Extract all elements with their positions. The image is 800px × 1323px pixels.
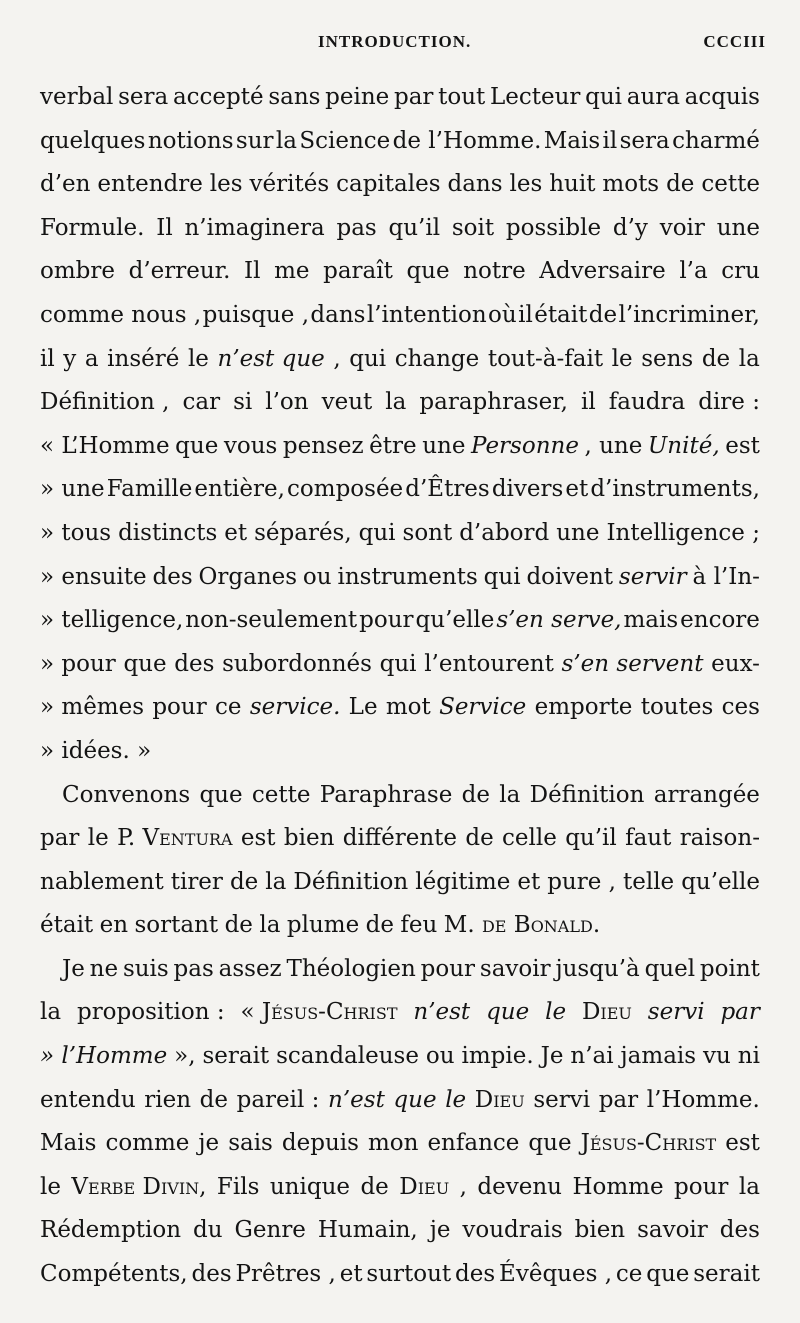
word: proposition :	[76, 999, 225, 1026]
word: non-seulement	[185, 607, 358, 634]
word: cette	[251, 781, 311, 808]
word: de	[224, 912, 253, 939]
word: légitime	[415, 868, 511, 895]
text-line	[40, 120, 760, 164]
word: à l’In-	[692, 563, 760, 590]
word: » mêmes	[40, 694, 145, 721]
word: ombre	[40, 258, 115, 285]
word: emporte	[534, 694, 633, 721]
word: de	[229, 868, 259, 895]
text-line	[40, 468, 760, 512]
word: Formule.	[40, 214, 145, 241]
word: l’on	[265, 389, 309, 416]
word: qu’elle	[681, 868, 760, 895]
word: scandaleuse	[276, 1043, 419, 1070]
word: Le	[348, 694, 378, 721]
word: « Jésus-Christ	[240, 999, 398, 1026]
word: l’entourent	[424, 650, 554, 677]
word: celle	[502, 825, 557, 852]
word: inséré	[107, 345, 180, 372]
word: Unité,	[647, 432, 720, 459]
word: s’en serve,	[496, 607, 622, 634]
word: Dieu	[581, 999, 632, 1026]
word: Adversaire	[539, 258, 666, 285]
word: enfance	[427, 1130, 520, 1157]
word: sont	[402, 519, 453, 546]
word: par	[598, 1086, 639, 1113]
text-line	[40, 1209, 760, 1253]
word: que	[528, 1130, 572, 1157]
word: ni	[737, 1043, 760, 1070]
text-line	[40, 1035, 760, 1079]
word: la	[265, 868, 287, 895]
word: , une	[584, 432, 643, 459]
word: Il	[156, 214, 173, 241]
word: distincts	[118, 519, 218, 546]
word: suis	[122, 955, 169, 982]
word: de	[365, 912, 394, 939]
word: d’abord	[459, 519, 550, 546]
word: ,	[333, 345, 341, 372]
word: savoir	[479, 955, 551, 982]
word: séparés,	[254, 519, 352, 546]
word: M. de Bonald.	[443, 912, 601, 939]
word: Définition ,	[40, 389, 170, 416]
word: sur	[235, 127, 274, 154]
word: impie.	[461, 1043, 534, 1070]
text-line	[40, 163, 760, 207]
word: faudra	[608, 389, 686, 416]
word: d’y	[612, 214, 648, 241]
text-line	[40, 643, 760, 687]
word: une	[716, 214, 760, 241]
word: le	[445, 1086, 467, 1113]
word: entendre	[97, 171, 203, 198]
word: et	[339, 1261, 363, 1288]
word: accepté	[172, 84, 264, 110]
word: possible	[505, 214, 602, 241]
word: Compétents,	[40, 1261, 188, 1288]
word: sortant	[134, 912, 219, 939]
word: sans	[268, 84, 321, 110]
word: soit	[451, 214, 495, 241]
word: est	[725, 432, 760, 459]
word: l’intention	[366, 301, 487, 328]
word: que	[393, 1086, 437, 1113]
word: ou	[302, 563, 332, 590]
word: composée	[287, 476, 404, 503]
word: qui	[379, 650, 417, 677]
word: le	[545, 999, 567, 1026]
word: est	[240, 825, 276, 852]
word: qu’il	[565, 825, 617, 852]
word: par	[40, 825, 80, 852]
word: Définition	[529, 781, 645, 808]
word: n’imaginera	[184, 214, 325, 241]
word: pour	[420, 955, 476, 982]
word: Jésus-Christ	[580, 1130, 717, 1157]
word: n’est	[413, 999, 471, 1026]
word: vu	[703, 1043, 731, 1070]
word: des	[455, 1261, 496, 1288]
word: serait	[202, 1043, 270, 1070]
word: les	[209, 171, 243, 198]
word: Paraphrase	[319, 781, 453, 808]
header-title: INTRODUCTION.	[318, 32, 472, 51]
word: feu	[400, 912, 438, 939]
text-line	[40, 1079, 760, 1123]
text-line	[40, 861, 760, 905]
text-line	[40, 338, 760, 382]
word: n’est que	[217, 345, 325, 372]
word: encore	[680, 607, 760, 634]
word: pure ,	[547, 868, 616, 895]
word: s’en servent	[561, 650, 704, 677]
text-line	[40, 948, 760, 992]
word: de	[461, 781, 490, 808]
word: raison-	[679, 825, 760, 852]
word: et	[565, 476, 589, 503]
word: et	[517, 868, 541, 895]
word: Genre	[234, 1217, 306, 1244]
word: que	[646, 1261, 690, 1288]
word: je	[198, 1130, 220, 1157]
word: que	[406, 258, 450, 285]
word: Mais	[40, 1130, 97, 1157]
text-line	[40, 904, 760, 948]
word: ,	[459, 1173, 467, 1200]
word: y	[63, 345, 77, 372]
word: où	[488, 301, 517, 328]
word: bien	[574, 1217, 626, 1244]
word: notions	[147, 127, 234, 154]
word: doivent	[526, 563, 614, 590]
word: voudrais	[462, 1217, 563, 1244]
word: d’instruments,	[590, 476, 760, 503]
word: de	[701, 345, 731, 372]
word: verbal	[40, 84, 114, 110]
word: surtout	[366, 1261, 452, 1288]
word: qui	[349, 345, 387, 372]
word: d’en	[40, 171, 91, 198]
word: être	[369, 432, 417, 459]
word: pour	[359, 607, 414, 634]
word: par	[393, 84, 434, 110]
word: Organes	[198, 563, 298, 590]
text-line	[40, 1122, 760, 1166]
word: Je	[62, 955, 85, 982]
word: Définition	[293, 868, 409, 895]
word: instruments	[337, 563, 478, 590]
word: l’a	[679, 258, 708, 285]
word: mots	[602, 171, 660, 198]
word: la	[385, 389, 407, 416]
word: ne	[89, 955, 119, 982]
word: rien	[144, 1086, 192, 1113]
word: quel	[644, 955, 696, 982]
word: par	[720, 999, 760, 1026]
word: Rédemption	[40, 1217, 182, 1244]
word: les	[509, 171, 543, 198]
word: des	[719, 1217, 760, 1244]
word: je	[429, 1217, 451, 1244]
word: pareil :	[236, 1086, 320, 1113]
word: pas	[336, 214, 377, 241]
word: mon	[367, 1130, 419, 1157]
word: service.	[249, 694, 341, 721]
word: Humain,	[317, 1217, 418, 1244]
word: une	[556, 519, 600, 546]
word: qui	[358, 519, 396, 546]
word: peine	[325, 84, 390, 110]
word: Je	[540, 1043, 564, 1070]
word: Convenons	[62, 781, 191, 808]
text-line	[40, 425, 760, 469]
word: Science	[299, 127, 391, 154]
text-line	[40, 774, 760, 818]
word: la	[738, 1173, 760, 1200]
word: l’incriminer,	[618, 301, 760, 328]
word: qui	[585, 84, 623, 110]
text-line	[40, 599, 760, 643]
word: ce	[215, 694, 242, 721]
word: Fils	[216, 1173, 260, 1200]
word: que	[175, 432, 219, 459]
word: paraît	[323, 258, 393, 285]
word: » une	[40, 476, 105, 503]
word: dans	[447, 171, 503, 198]
word: unique	[269, 1173, 350, 1200]
word: tout-à-fait	[487, 345, 604, 372]
text-line	[40, 556, 760, 600]
word: point	[699, 955, 760, 982]
word: la	[275, 127, 297, 154]
word: pensez	[282, 432, 364, 459]
word: mais	[623, 607, 679, 634]
word: et	[224, 519, 248, 546]
word: jusqu’à	[555, 955, 640, 982]
word: il	[40, 345, 55, 372]
word: faut	[625, 825, 672, 852]
word: dans	[310, 301, 366, 328]
word: que	[199, 781, 243, 808]
text-line	[40, 294, 760, 338]
word: ces	[721, 694, 760, 721]
word: il	[518, 301, 533, 328]
word: la	[499, 781, 521, 808]
word: paraphraser,	[419, 389, 568, 416]
text-line	[40, 991, 760, 1035]
text-line	[40, 512, 760, 556]
word: aura	[626, 84, 680, 110]
word: était	[534, 301, 588, 328]
word: pour	[674, 1173, 729, 1200]
word: a	[84, 345, 99, 372]
word: acquis	[684, 84, 760, 110]
word: » telligence,	[40, 607, 184, 634]
word: il	[602, 127, 618, 154]
word: le	[611, 345, 633, 372]
word: Dieu	[474, 1086, 525, 1113]
word: charmé	[672, 127, 760, 154]
word: est	[725, 1130, 760, 1157]
word: en	[99, 912, 129, 939]
word: nablement	[40, 868, 164, 895]
word: entendu	[40, 1086, 136, 1113]
word: des	[174, 650, 215, 677]
word: tout	[438, 84, 486, 110]
text-line	[40, 686, 760, 730]
word: des	[152, 563, 193, 590]
word: ou	[425, 1043, 455, 1070]
word: » idées. »	[40, 737, 152, 764]
page-number: CCCIII	[703, 32, 766, 51]
word: » ensuite	[40, 563, 147, 590]
word: le	[40, 1173, 61, 1200]
text-line	[40, 730, 760, 774]
word: Il	[244, 258, 261, 285]
word: huit	[549, 171, 596, 198]
word: toutes	[640, 694, 714, 721]
word: car	[182, 389, 221, 416]
word: Prêtres ,	[235, 1261, 336, 1288]
word: Service	[439, 694, 527, 721]
word: la	[738, 345, 760, 372]
word: le	[187, 345, 209, 372]
word: Évêques ,	[499, 1261, 613, 1288]
word: servi	[533, 1086, 591, 1113]
word: plume	[286, 912, 360, 939]
word: notre	[463, 258, 526, 285]
word: le	[87, 825, 109, 852]
text-line	[40, 817, 760, 861]
word: d’erreur.	[128, 258, 231, 285]
word: savoir	[637, 1217, 708, 1244]
word: des	[191, 1261, 232, 1288]
word: » tous	[40, 519, 112, 546]
word: cette	[701, 171, 760, 198]
text-line	[40, 1253, 760, 1297]
text-line	[40, 1166, 760, 1210]
word: me	[274, 258, 310, 285]
word: depuis	[281, 1130, 359, 1157]
word: divers	[491, 476, 564, 503]
word: mot	[385, 694, 431, 721]
word: n’ai	[570, 1043, 614, 1070]
word: eux-	[711, 650, 760, 677]
word: servir	[618, 563, 687, 590]
word: ce	[615, 1261, 643, 1288]
word: une	[422, 432, 466, 459]
word: de	[588, 301, 618, 328]
word: « L’Homme	[40, 432, 170, 459]
word: de	[199, 1086, 228, 1113]
word: il	[581, 389, 596, 416]
word: Famille	[106, 476, 193, 503]
word: la	[40, 999, 62, 1026]
word: Intelligence ;	[606, 519, 760, 546]
word: » pour	[40, 650, 116, 677]
word: Personne	[471, 432, 579, 459]
word: devenu	[477, 1173, 562, 1200]
text-line	[40, 381, 760, 425]
word: pour	[152, 694, 207, 721]
word: du	[193, 1217, 223, 1244]
word: » l’Homme	[40, 1043, 168, 1070]
word: qui	[483, 563, 521, 590]
word: que	[486, 999, 530, 1026]
word: tirer	[170, 868, 223, 895]
word: serait	[693, 1261, 760, 1288]
running-header	[318, 32, 766, 52]
word: si	[233, 389, 253, 416]
body-text	[40, 76, 760, 1297]
word: vous	[223, 432, 278, 459]
word: arrangée	[653, 781, 760, 808]
word: Lecteur	[489, 84, 581, 110]
word: sera	[118, 84, 169, 110]
word: assez	[218, 955, 282, 982]
word: servi	[647, 999, 705, 1026]
text-line	[40, 76, 760, 120]
word: puisque ,	[202, 301, 310, 328]
word: de	[666, 171, 695, 198]
word: sais	[228, 1130, 273, 1157]
word: bien	[283, 825, 335, 852]
word: Mais	[543, 127, 601, 154]
word: de	[465, 825, 494, 852]
word: veut	[321, 389, 373, 416]
word: la	[259, 912, 281, 939]
word: qu’il	[388, 214, 441, 241]
word: Dieu	[399, 1173, 450, 1200]
word: que	[123, 650, 167, 677]
word: telle	[622, 868, 675, 895]
word: comme nous ,	[40, 301, 202, 328]
word: entière,	[194, 476, 285, 503]
text-line	[40, 207, 760, 251]
word: subordonnés	[222, 650, 372, 677]
word: n’est	[328, 1086, 385, 1113]
word: voir	[659, 214, 705, 241]
word: différente	[342, 825, 458, 852]
word: »,	[174, 1043, 196, 1070]
word: de l’Homme.	[392, 127, 542, 154]
word: était	[40, 912, 94, 939]
word: quelques	[40, 127, 146, 154]
word: comme	[105, 1130, 190, 1157]
word: pas	[173, 955, 214, 982]
word: Homme	[572, 1173, 664, 1200]
word: qu’elle	[415, 607, 495, 634]
word: l’Homme.	[646, 1086, 760, 1113]
word: sens	[641, 345, 694, 372]
word: sera	[619, 127, 670, 154]
word: de	[360, 1173, 389, 1200]
word: dire :	[698, 389, 760, 416]
word: change	[394, 345, 480, 372]
word: capitales	[336, 171, 441, 198]
word: Théologien	[286, 955, 416, 982]
word: d’Êtres	[405, 476, 490, 503]
word: Verbe Divin,	[71, 1173, 207, 1200]
word: cru	[721, 258, 760, 285]
text-line	[40, 250, 760, 294]
word: jamais	[620, 1043, 697, 1070]
word: vérités	[249, 171, 330, 198]
word: P. Ventura	[117, 825, 233, 852]
